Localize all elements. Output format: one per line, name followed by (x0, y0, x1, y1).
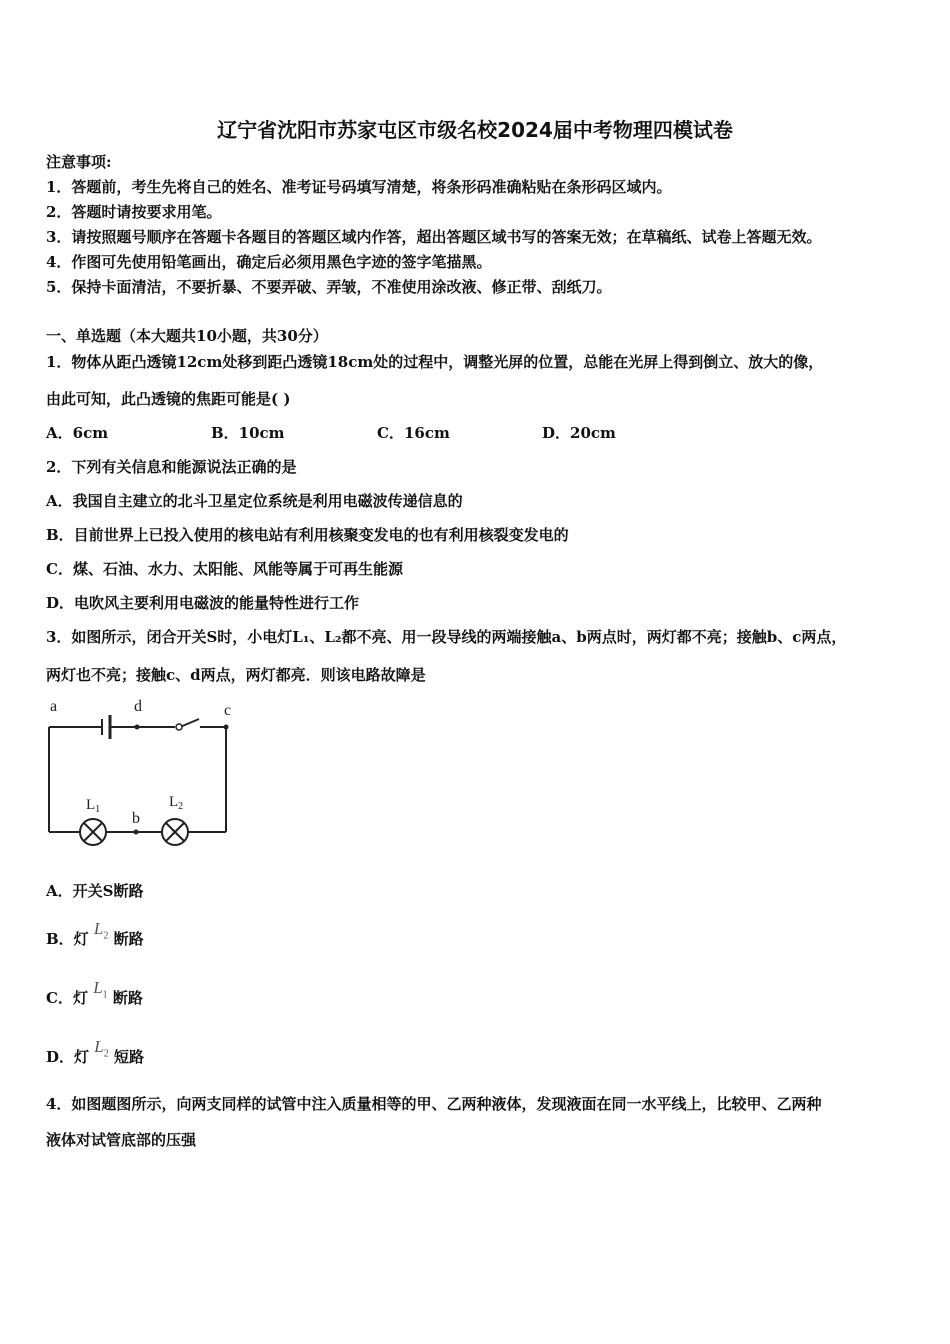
label-a: a (50, 698, 58, 715)
note-item: 2．答题时请按要求用笔。 (46, 203, 222, 221)
math-l2: $L_2$ (94, 1037, 109, 1060)
q3-option-d (46, 1037, 144, 1074)
q1-option-c: C．16cm (377, 424, 450, 442)
label-d: d (134, 698, 142, 715)
note-item: 1．答题前，考生先将自己的姓名、准考证号码填写清楚，将条形码准确粘贴在条形码区域内。 (46, 178, 672, 196)
page-title: 辽宁省沈阳市苏家屯区市级名校2024届中考物理四模试卷 (217, 118, 733, 142)
q3-option-b-suffix: 断路 (113, 930, 144, 948)
q1-stem-line1: 1．物体从距凸透镜12cm处移到距凸透镜18cm处的过程中，调整光屏的位置，总能在光屏上得到倒立、放大的像， (46, 353, 824, 371)
q4-stem-line2: 液体对试管底部的压强 (46, 1131, 197, 1149)
math-l2: $L_2$ (93, 919, 109, 942)
math-l1: $L_1$ (93, 978, 108, 1001)
q3-option-c-suffix: 断路 (112, 989, 143, 1007)
q3-stem-line1: 3．如图所示，闭合开关S时，小电灯L₁、L₂都不亮、用一段导线的两端接触a、b两点时，两灯都不亮；接触b、c两点， (46, 628, 847, 646)
lamp-l1-icon (80, 819, 106, 845)
q3-stem-line2: 两灯也不亮；接触c、d两点，两灯都亮．则该电路故障是 (46, 666, 426, 684)
q2-option-d: D．电吹风主要利用电磁波的能量特性进行工作 (46, 594, 360, 612)
q4-stem-line1: 4．如图题图所示，向两支同样的试管中注入质量相等的甲、乙两种液体，发现液面在同一水平线上，比较甲、乙两种 (46, 1095, 822, 1113)
q3-option-b (46, 919, 144, 956)
q3-option-d-prefix: D．灯 (46, 1048, 90, 1066)
q2-option-a: A．我国自主建立的北斗卫星定位系统是利用电磁波传递信息的 (46, 492, 463, 510)
q3-option-b-prefix: B．灯 (46, 930, 89, 948)
q3-option-c (46, 978, 143, 1015)
q1-option-a: A．6cm (46, 424, 109, 442)
label-l2: $L_2$ (169, 794, 184, 812)
label-l1: $L_1$ (86, 797, 101, 815)
q3-option-d-suffix: 短路 (113, 1048, 144, 1066)
q2-option-c: C．煤、石油、水力、太阳能、风能等属于可再生能源 (46, 560, 403, 578)
section-heading: 一、单选题（本大题共10小题，共30分） (46, 327, 328, 345)
battery-icon (102, 715, 110, 739)
q2-option-b: B．目前世界上已投入使用的核电站有利用核聚变发电的也有利用核裂变发电的 (46, 526, 569, 544)
note-item: 4．作图可先使用铅笔画出，确定后必须用黑色字迹的签字笔描黑。 (46, 253, 492, 271)
q3-option-a: A．开关S断路 (46, 882, 144, 900)
q1-option-d: D．20cm (542, 424, 616, 442)
lamp-l2-icon (162, 819, 188, 845)
note-item: 5．保持卡面清洁，不要折暴、不要弄破、弄皱，不准使用涂改液、修正带、刮纸刀。 (46, 278, 612, 296)
q2-stem: 2．下列有关信息和能源说法正确的是 (46, 458, 297, 476)
label-b: b (132, 810, 140, 827)
q3-option-c-prefix: C．灯 (46, 989, 88, 1007)
switch-icon (176, 724, 182, 730)
q1-option-b: B．10cm (211, 424, 285, 442)
label-c: c (224, 702, 232, 719)
notes-heading: 注意事项: (46, 153, 112, 171)
note-item: 3．请按照题号顺序在答题卡各题目的答题区域内作答，超出答题区域书写的答案无效；在草稿纸、试卷上答题无效。 (46, 228, 822, 246)
q1-stem-line2: 由此可知，此凸透镜的焦距可能是( ) (46, 390, 291, 408)
circuit-diagram (40, 695, 250, 860)
